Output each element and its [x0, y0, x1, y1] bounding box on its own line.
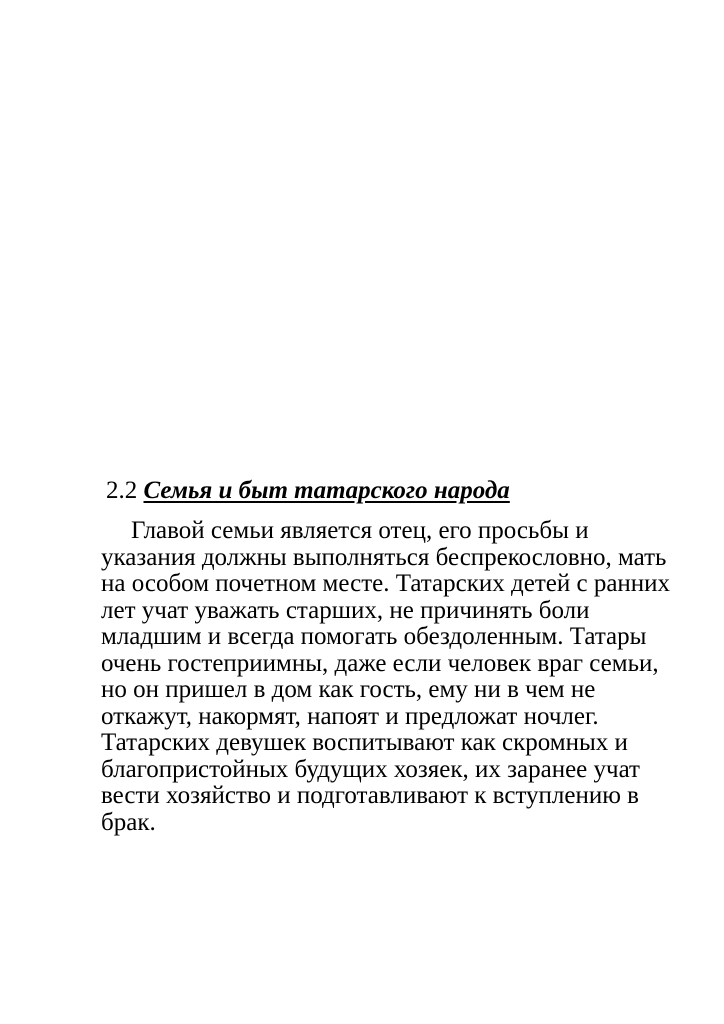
paragraph-line: лет учат уважать старших, не причинять боли [101, 596, 590, 624]
paragraph-line: брак. [101, 808, 156, 836]
paragraph-line: откажут, накормят, напоят и предложат ночлег. [101, 702, 599, 730]
section-title: Семья и быт татарского народа [143, 477, 510, 504]
paragraph-line: но он пришел в дом как гость, ему ни в чем не [101, 676, 596, 703]
paragraph-line: благопристойных будущих хозяек, их заранее учат [101, 755, 640, 783]
paragraph-line: вести хозяйство и подготавливают к вступлению в [101, 782, 639, 809]
paragraph-line: младшим и всегда помогать обездоленным. Татары [101, 623, 647, 650]
section-heading [106, 476, 510, 506]
section-number: 2.2 [106, 477, 138, 504]
paragraph-line: на особом почетном месте. Татарских детей с ранних [101, 570, 671, 597]
section-paragraph [101, 518, 671, 836]
paragraph-line: указания должны выполняться беспрекословно, мать [101, 543, 667, 571]
paragraph-line: Татарских девушек воспитывают как скромных и [101, 729, 628, 756]
paragraph-line: очень гостеприимны, даже если человек враг семьи, [101, 649, 659, 677]
paragraph-line: Главой семьи является отец, его просьбы и [131, 517, 589, 544]
